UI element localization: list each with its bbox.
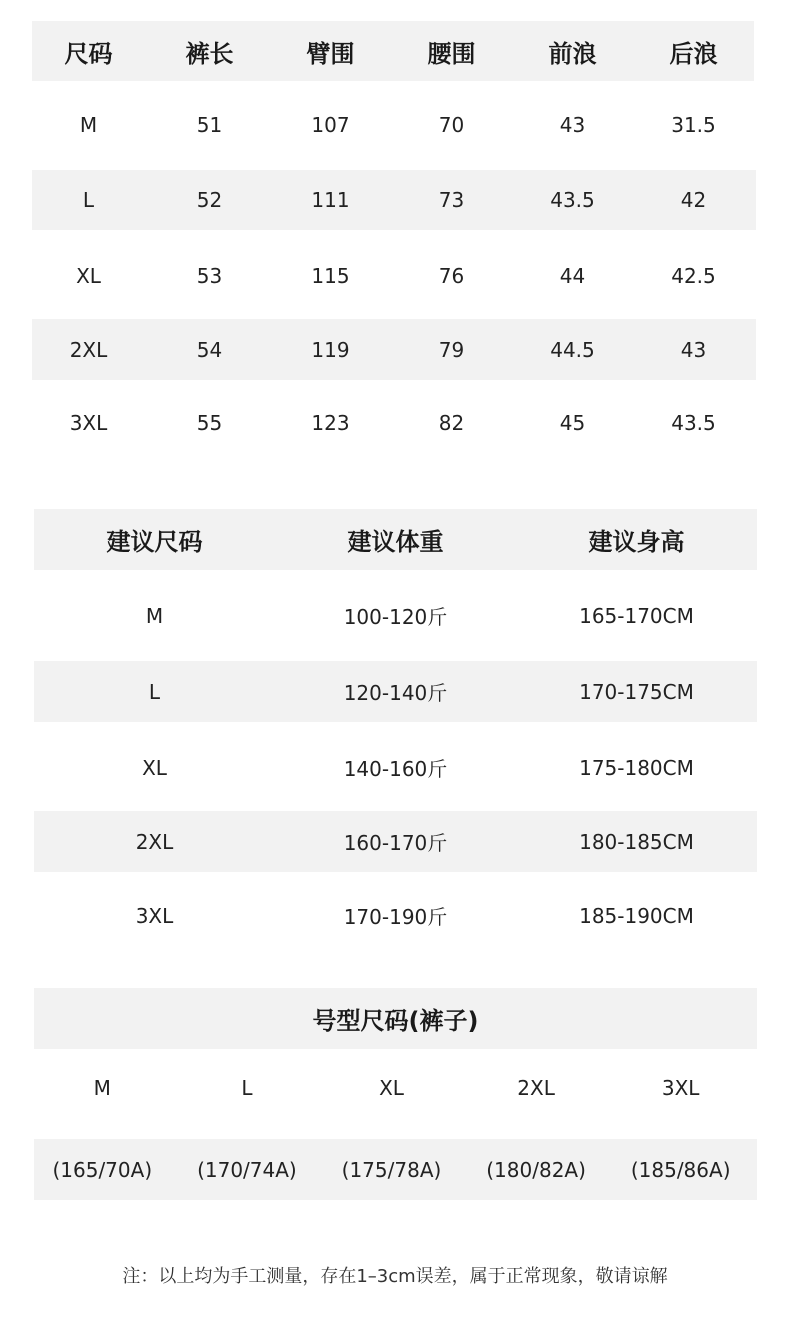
weight-cell: 170-190斤 [343,905,448,929]
model-size-cell: M [93,1075,111,1100]
front-rise-cell: 44 [559,264,586,288]
recommend-table-header [34,509,757,570]
size-cell: 2XL [135,829,174,854]
hip-cell: 111 [311,188,350,212]
pants-length-cell: 52 [196,188,223,212]
measurement-note: 注：以上均为手工测量，存在1–3cm误差，属于正常现象，敬请谅解 [122,1266,668,1287]
table-row [34,885,757,946]
model-table-title-text: 号型尺码(裤子) [312,1007,479,1035]
size-cell: 3XL [69,411,108,435]
table-row [28,246,754,306]
model-size-row [30,1057,753,1118]
header-cell: 臂围 [306,39,355,68]
pants-length-cell: 54 [196,337,223,362]
height-cell: 165-170CM [579,603,694,628]
header-cell: 建议尺码 [106,528,203,556]
size-cell: 2XL [69,337,108,362]
table-row [28,319,754,380]
size-cell: XL [76,264,101,288]
table-row [28,95,754,155]
table-row [34,737,757,798]
model-code-cell: (175/78A) [341,1157,442,1182]
front-rise-cell: 45 [559,411,586,435]
waist-cell: 79 [438,337,465,362]
header-cell: 后浪 [669,39,718,68]
size-cell: M [79,113,98,137]
waist-cell: 70 [438,113,465,137]
model-size-cell: L [241,1075,253,1100]
header-cell: 前浪 [548,39,597,68]
table-row [34,661,757,722]
header-cell: 裤长 [185,39,234,68]
pants-length-cell: 55 [196,411,223,435]
header-cell: 尺码 [64,39,113,68]
size-cell: XL [142,755,167,780]
back-rise-cell: 42 [680,188,707,212]
model-code-cell: (170/74A) [197,1157,297,1182]
height-cell: 185-190CM [579,903,694,928]
back-rise-cell: 42.5 [671,264,716,288]
table-row [34,811,757,872]
size-cell: L [148,679,161,704]
height-cell: 175-180CM [579,755,694,780]
height-cell: 170-175CM [579,679,694,704]
table-row [28,393,754,453]
size-cell: M [145,603,164,628]
table-row [28,170,754,230]
waist-cell: 82 [438,411,465,435]
back-rise-cell: 43.5 [671,411,716,435]
model-table-title [34,988,757,1049]
height-cell: 180-185CM [579,829,694,854]
hip-cell: 115 [311,264,350,288]
model-size-cell: XL [379,1075,404,1100]
model-code-cell: (165/70A) [52,1157,153,1182]
model-code-cell: (180/82A) [486,1157,586,1182]
header-cell: 腰围 [427,39,476,68]
back-rise-cell: 43 [680,337,707,362]
hip-cell: 107 [311,113,350,137]
size-cell: 3XL [135,903,174,928]
header-cell: 建议身高 [588,528,685,556]
front-rise-cell: 43.5 [550,188,595,212]
model-size-cell: 2XL [517,1075,555,1100]
back-rise-cell: 31.5 [671,113,716,137]
pants-length-cell: 51 [196,113,223,137]
weight-cell: 120-140斤 [343,681,448,705]
weight-cell: 140-160斤 [343,757,448,781]
model-code-cell: (185/86A) [630,1157,731,1182]
weight-cell: 160-170斤 [343,831,448,855]
weight-cell: 100-120斤 [343,605,448,629]
front-rise-cell: 44.5 [550,337,595,362]
table-row [34,585,757,646]
model-code-row [30,1139,753,1200]
front-rise-cell: 43 [559,113,586,137]
waist-cell: 76 [438,264,465,288]
waist-cell: 73 [438,188,465,212]
size-cell: L [82,188,95,212]
header-cell: 建议体重 [347,528,444,556]
hip-cell: 119 [311,337,350,362]
model-size-cell: 3XL [661,1075,700,1100]
size-table-header [28,21,754,81]
hip-cell: 123 [311,411,350,435]
pants-length-cell: 53 [196,264,223,288]
